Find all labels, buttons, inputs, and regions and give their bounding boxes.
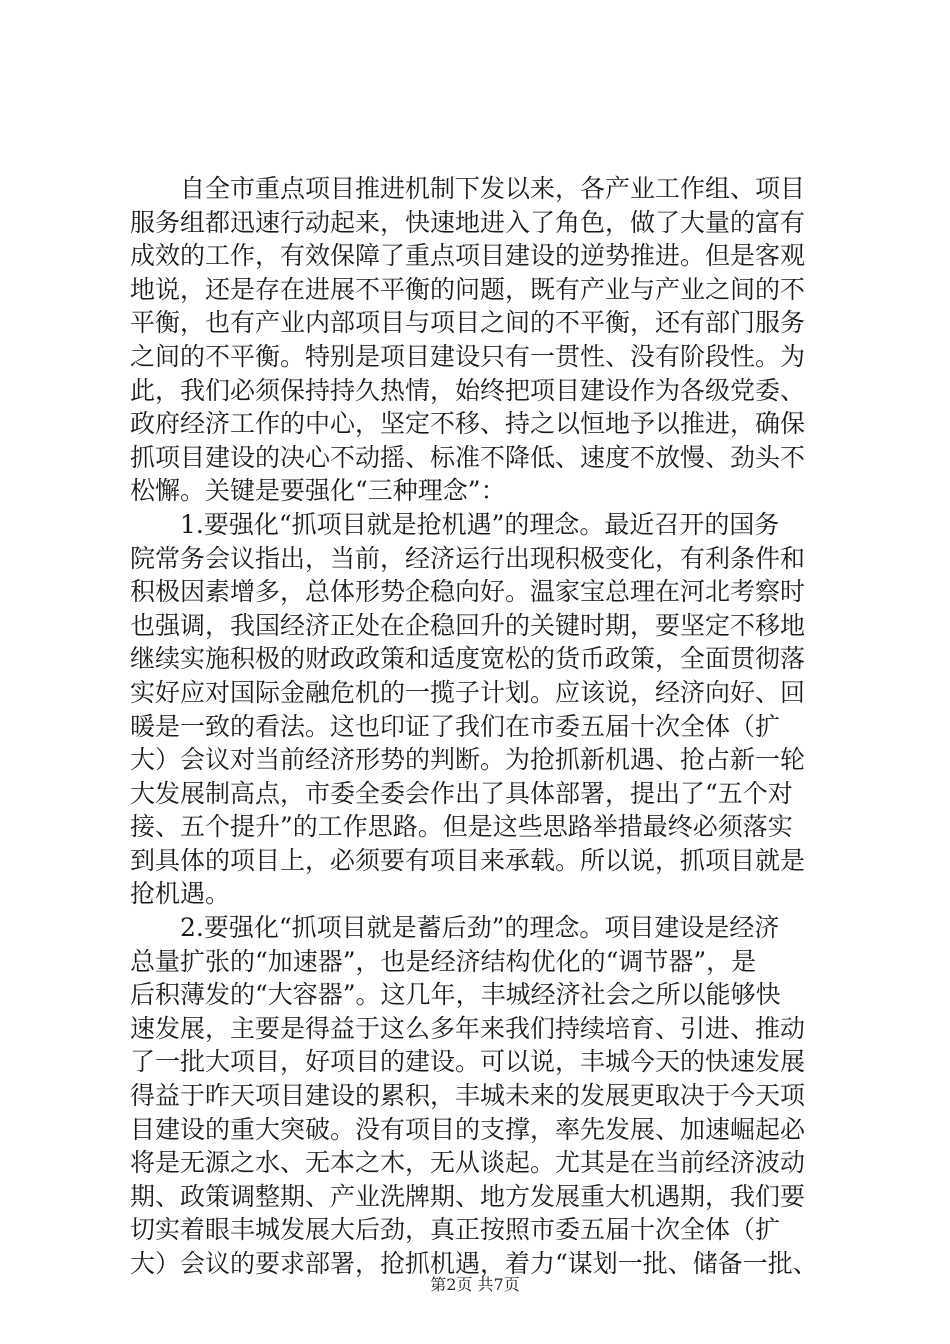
text-line: 也强调，我国经济正处在企稳回升的关键时期，要坚定不移地: [130, 610, 806, 640]
text-line: 暖是一致的看法。这也印证了我们在市委五届十次全体（扩: [130, 711, 781, 741]
text-line: 大发展制高点，市委全委会作出了具体部署，提出了“五个对: [130, 778, 793, 808]
paragraph-intro: [130, 172, 840, 508]
page-number: 第2页 共7页: [430, 1275, 520, 1294]
paragraph-point-1: [130, 508, 840, 911]
text-line: 了一批大项目，好项目的建设。可以说，丰城今天的快速发展: [130, 1047, 806, 1077]
text-line: 此，我们必须保持持久热情，始终把项目建设作为各级党委、: [130, 375, 806, 405]
text-line: 1.要强化“抓项目就是抢机遇”的理念。最近召开的国务: [180, 509, 780, 539]
text-line: 目建设的重大突破。没有项目的支撑，率先发展、加速崛起必: [130, 1114, 806, 1144]
text-line: 松懈。关键是要强化“三种理念”：: [130, 476, 506, 506]
text-line: 到具体的项目上，必须要有项目来承载。所以说，抓项目就是: [130, 845, 806, 875]
text-line: 平衡，也有产业内部项目与项目之间的不平衡，还有部门服务: [130, 308, 806, 338]
text-line: 地说，还是存在进展不平衡的问题，既有产业与产业之间的不: [130, 274, 806, 304]
document-body: [130, 172, 840, 1281]
text-line: 成效的工作，有效保障了重点项目建设的逆势推进。但是客观: [130, 241, 806, 271]
page-footer: [0, 1272, 950, 1295]
text-line: 实好应对国际金融危机的一揽子计划。应该说，经济向好、回: [130, 677, 806, 707]
text-line: 得益于昨天项目建设的累积，丰城未来的发展更取决于今天项: [130, 1081, 806, 1111]
text-line: 接、五个提升”的工作思路。但是这些思路举措最终必须落实: [130, 812, 793, 842]
text-line: 继续实施积极的财政政策和适度宽松的货币政策，全面贯彻落: [130, 644, 806, 674]
text-line: 积极因素增多，总体形势企稳向好。温家宝总理在河北考察时: [130, 577, 806, 607]
text-line: 服务组都迅速行动起来，快速地进入了角色，做了大量的富有: [130, 207, 806, 237]
text-line: 自全市重点项目推进机制下发以来，各产业工作组、项目: [180, 174, 806, 203]
text-line: 后积薄发的“大容器”。这几年，丰城经济社会之所以能够快: [130, 980, 781, 1010]
text-line: 院常务会议指出，当前，经济运行出现积极变化，有利条件和: [130, 543, 806, 573]
text-line: 2.要强化“抓项目就是蓄后劲”的理念。项目建设是经济: [180, 913, 780, 943]
text-line: 抢机遇。: [130, 879, 231, 909]
text-line: 期、政策调整期、产业洗牌期、地方发展重大机遇期，我们要: [130, 1181, 806, 1211]
paragraph-point-2: [130, 911, 840, 1281]
text-line: 大）会议对当前经济形势的判断。为抢抓新机遇、抢占新一轮: [130, 745, 806, 775]
text-line: 之间的不平衡。特别是项目建设只有一贯性、没有阶段性。为: [130, 341, 806, 371]
text-line: 总量扩张的“加速器”，也是经济结构优化的“调节器”，是: [130, 946, 757, 976]
text-line: 将是无源之水、无本之木，无从谈起。尤其是在当前经济波动: [130, 1148, 806, 1178]
text-line: 政府经济工作的中心，坚定不移、持之以恒地予以推进，确保: [130, 409, 806, 439]
text-line: 大）会议的要求部署，抢抓机遇，着力“谋划一批、储备一批、: [130, 1249, 818, 1278]
text-line: 切实着眼丰城发展大后劲，真正按照市委五届十次全体（扩: [130, 1215, 781, 1245]
text-line: 速发展，主要是得益于这么多年来我们持续培育、引进、推动: [130, 1013, 806, 1043]
text-line: 抓项目建设的决心不动摇、标准不降低、速度不放慢、劲头不: [130, 442, 806, 472]
